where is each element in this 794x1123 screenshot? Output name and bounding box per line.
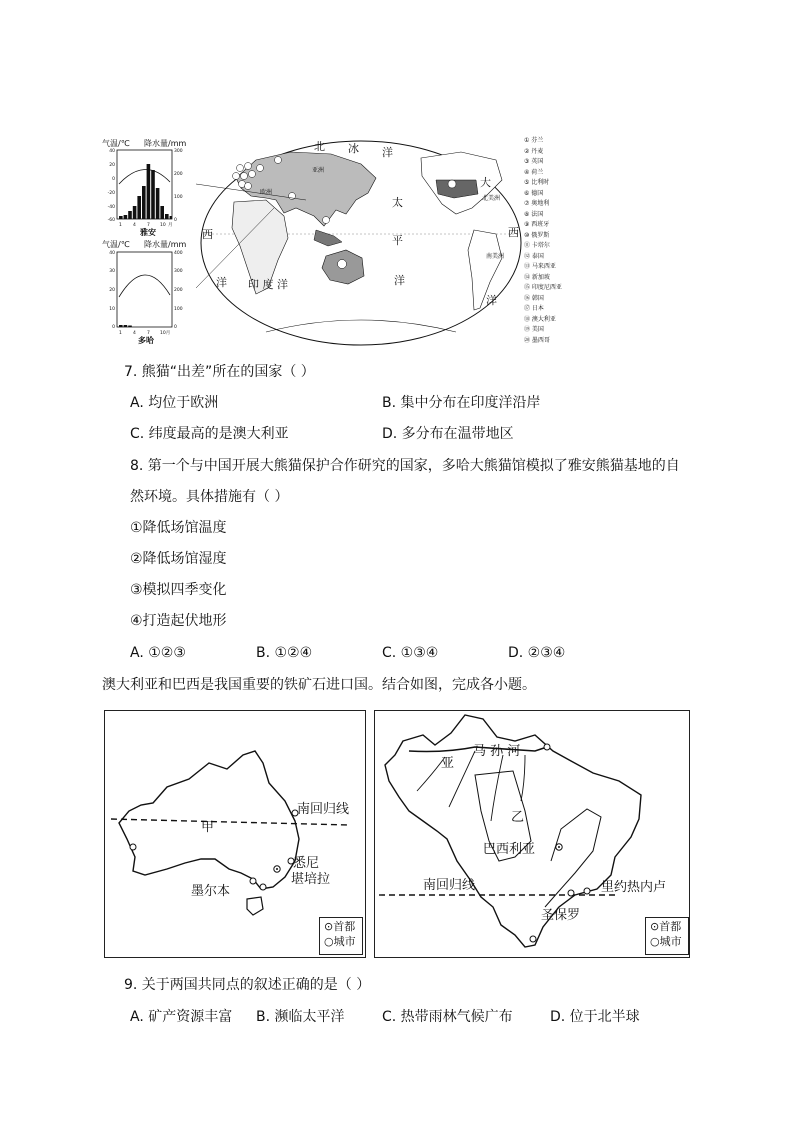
- arctic-label-2: 冰: [348, 142, 359, 155]
- au-sydney-label: 悉尼: [293, 856, 320, 871]
- au-legend-city: [324, 934, 358, 949]
- q8-item-4: ④打造起伏地形: [130, 613, 227, 629]
- yaan-xtick: 1: [119, 223, 122, 228]
- legend-item: ⑰ 日本: [524, 305, 544, 312]
- doha-ltick: 40: [109, 251, 115, 256]
- doha-rtick: 300: [174, 269, 183, 274]
- q8-item-3: ③模拟四季变化: [130, 582, 227, 598]
- legend-item: ⑮ 印度尼西亚: [524, 284, 562, 291]
- doha-xtick: 7: [147, 331, 150, 336]
- au-legend-capital: [324, 919, 358, 934]
- capital-symbol-icon: ⊙: [650, 920, 660, 933]
- au-canberra-label: 堪培拉: [291, 872, 331, 887]
- doha-rtick: 0: [174, 325, 177, 330]
- br-ya-label: 亚: [441, 756, 455, 771]
- q8-stem-line1: 8. 第一个与中国开展大熊猫保护合作研究的国家，多哈大熊猫馆模拟了雅安熊猫基地的自: [130, 458, 680, 474]
- legend-item: ② 丹麦: [524, 147, 544, 155]
- yaan-ltick: 0: [112, 177, 115, 182]
- city-symbol-icon: ○: [650, 935, 660, 948]
- north-america-label: 北美洲: [482, 195, 501, 202]
- q7-option-d[interactable]: D. 多分布在温带地区: [382, 426, 514, 442]
- q7-option-a[interactable]: A. 均位于欧洲: [130, 395, 219, 411]
- legend-item: ⑤ 比利时: [524, 179, 550, 186]
- doha-xtick: 1: [119, 331, 122, 336]
- legend-item: ⑨ 西班牙: [524, 221, 550, 228]
- yaan-ltick: -40: [107, 205, 115, 210]
- yaan-ltick: 40: [109, 149, 115, 154]
- legend-item: ⑫ 泰国: [524, 252, 544, 260]
- au-melbourne-label: 墨尔本: [191, 884, 231, 899]
- yaan-rtick: 100: [174, 195, 183, 200]
- australia-map-box: [104, 710, 366, 958]
- legend-item: ③ 英国: [524, 158, 544, 165]
- doha-left-axis-label: 气温/℃: [102, 240, 130, 249]
- pacific-label-3: 洋: [394, 274, 405, 287]
- q8-item-2: ②降低场馆湿度: [130, 551, 227, 567]
- city-symbol-icon: ○: [324, 935, 334, 948]
- q8-option-c[interactable]: C. ①③④: [382, 645, 439, 661]
- legend-item: ⑳ 墨西哥: [524, 336, 550, 344]
- yaan-xtick: 4: [133, 223, 136, 228]
- br-brasilia-label: 巴西利亚: [483, 842, 536, 857]
- arctic-label-3: 洋: [382, 146, 393, 159]
- q9-option-d[interactable]: D. 位于北半球: [550, 1009, 640, 1025]
- capital-symbol-icon: ⊙: [324, 920, 334, 933]
- q8-option-b[interactable]: B. ①②④: [256, 645, 313, 661]
- q7-stem: 7. 熊猫“出差”所在的国家（ ）: [124, 364, 315, 380]
- yaan-ltick: -60: [107, 218, 115, 223]
- doha-ltick: 10: [109, 307, 115, 312]
- yaan-rtick: 200: [174, 172, 183, 177]
- br-legend-city: [650, 934, 684, 949]
- yaan-left-axis-label: 气温/℃: [102, 139, 130, 148]
- br-legend-city-label: 城市: [659, 935, 682, 948]
- au-legend: [319, 917, 363, 955]
- q8-option-a[interactable]: A. ①②③: [130, 645, 186, 661]
- group-intro: 澳大利亚和巴西是我国重要的铁矿石进口国。结合如图，完成各小题。: [102, 677, 536, 693]
- legend-item: ⑲ 美国: [524, 326, 544, 333]
- yaan-rtick: 0: [174, 218, 177, 223]
- doha-ltick: 20: [109, 288, 115, 293]
- yaan-rtick: 300: [174, 149, 183, 154]
- q9-option-a[interactable]: A. 矿产资源丰富: [130, 1009, 233, 1025]
- atlantic-left-2: 洋: [216, 276, 227, 289]
- br-saopaulo-label: 圣保罗: [541, 908, 581, 923]
- doha-rtick: 400: [174, 251, 183, 256]
- yaan-ltick: 20: [109, 163, 115, 168]
- world-map: [196, 138, 526, 348]
- legend-item: ⑩ 俄罗斯: [524, 231, 550, 239]
- q8-stem-line2: 然环境。具体措施有（ ）: [130, 489, 289, 505]
- arctic-label-1: 北: [314, 140, 325, 153]
- doha-rtick: 100: [174, 307, 183, 312]
- atlantic-left-1: 西: [202, 228, 213, 241]
- q9-option-b[interactable]: B. 濒临太平洋: [256, 1009, 345, 1025]
- br-yi-label: 乙: [511, 810, 525, 825]
- doha-station-label: 多哈: [138, 336, 154, 345]
- au-legend-capital-label: 首都: [333, 920, 356, 933]
- yaan-xtick: 10: [160, 223, 166, 228]
- world-map-figure: [100, 136, 560, 350]
- q8-option-d[interactable]: D. ②③④: [508, 645, 566, 661]
- yaan-right-axis-label: 降水量/mm: [144, 139, 187, 148]
- atlantic-right-1: 大: [480, 176, 491, 189]
- legend-item: ⑪ 卡塔尔: [524, 242, 550, 249]
- indian-ocean-label: 印 度 洋: [248, 278, 288, 291]
- legend-item: ⑯ 韩国: [524, 294, 544, 302]
- au-legend-city-label: 城市: [333, 935, 356, 948]
- atlantic-right-2: 西: [508, 226, 519, 239]
- yaan-station-label: 雅安: [140, 228, 156, 236]
- br-amazon-label: 马 孙 河: [473, 744, 521, 759]
- atlantic-right-3: 洋: [486, 294, 497, 307]
- europe-label: 欧洲: [260, 189, 273, 196]
- legend-item: ⑱ 澳大利亚: [524, 315, 556, 323]
- q9-stem: 9. 关于两国共同点的叙述正确的是（ ）: [124, 977, 371, 993]
- au-jia-label: 甲: [201, 820, 215, 835]
- au-tropic-label: 南回归线: [297, 802, 350, 817]
- legend-item: ⑧ 法国: [524, 210, 544, 218]
- doha-xtick: 4: [133, 331, 136, 336]
- pacific-label-2: 平: [392, 234, 403, 247]
- pacific-label-1: 太: [392, 196, 403, 209]
- br-legend-capital-label: 首都: [659, 920, 682, 933]
- legend-item: ⑥ 德国: [524, 189, 544, 197]
- country-legend: [524, 136, 564, 346]
- legend-item: ⑦ 奥地利: [524, 200, 550, 207]
- doha-rtick: 200: [174, 288, 183, 293]
- doha-xtick: 10月: [160, 331, 171, 336]
- doha-ltick: 0: [112, 325, 115, 330]
- doha-climate-chart: [100, 239, 190, 345]
- asia-label: 亚洲: [312, 167, 325, 174]
- br-legend: [645, 917, 689, 955]
- south-america-label: 南美洲: [486, 253, 505, 260]
- yaan-ltick: -20: [107, 191, 115, 196]
- legend-item: ⑬ 马来西亚: [524, 263, 556, 270]
- br-tropic-label: 南回归线: [423, 878, 476, 893]
- yaan-xtick: 7: [147, 223, 150, 228]
- brazil-map-box: [374, 710, 690, 958]
- br-rio-label: 里约热内卢: [601, 880, 667, 895]
- q7-option-c[interactable]: C. 纬度最高的是澳大利亚: [130, 426, 289, 442]
- legend-item: ④ 荷兰: [524, 168, 544, 176]
- doha-right-axis-label: 降水量/mm: [144, 240, 187, 249]
- q9-option-c[interactable]: C. 热带雨林气候广布: [382, 1009, 513, 1025]
- legend-item: ⑭ 新加坡: [524, 273, 550, 281]
- q8-item-1: ①降低场馆温度: [130, 520, 227, 536]
- legend-item: ① 芬兰: [524, 137, 544, 144]
- yaan-xtick: 月: [168, 223, 173, 228]
- q7-option-b[interactable]: B. 集中分布在印度洋沿岸: [382, 395, 541, 411]
- br-legend-capital: [650, 919, 684, 934]
- yaan-climate-chart: [100, 136, 190, 236]
- doha-ltick: 30: [109, 269, 115, 274]
- brazil-map: [375, 711, 689, 957]
